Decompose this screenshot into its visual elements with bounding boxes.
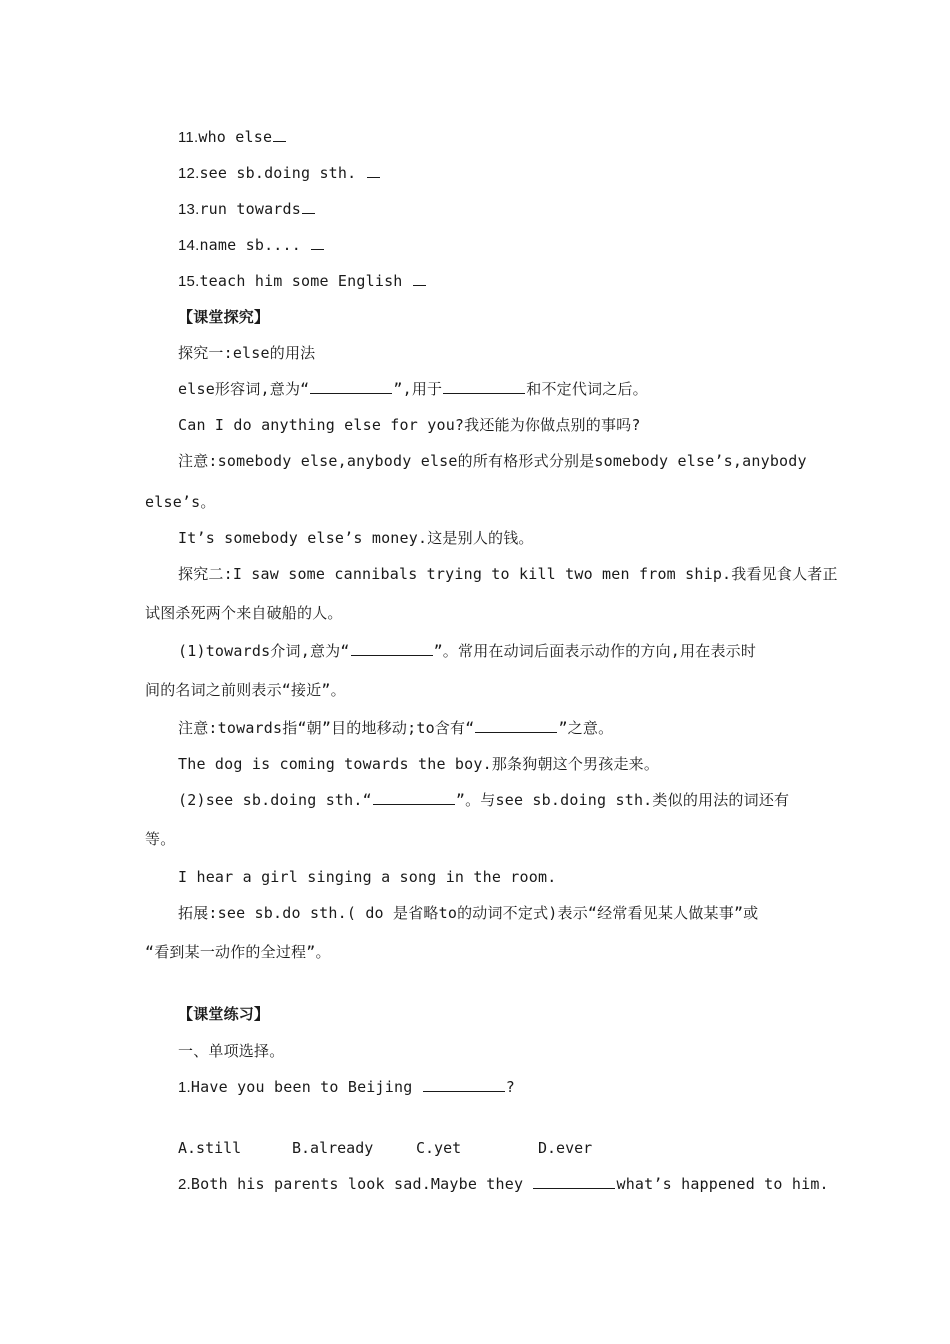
- answer-blank[interactable]: [373, 790, 455, 805]
- explore2-line2: 试图杀死两个来自破船的人。: [145, 604, 343, 622]
- option-d[interactable]: D.ever: [538, 1139, 593, 1157]
- answer-blank[interactable]: [311, 235, 324, 250]
- answer-blank[interactable]: [351, 641, 433, 656]
- answer-blank[interactable]: [475, 718, 557, 733]
- practice-part-title: 一、单项选择。: [178, 1042, 285, 1060]
- explore1-example2: It’s somebody else’s money.这是别人的钱。: [178, 529, 534, 547]
- vocab-item-12: 12.see sb.doing sth.: [178, 163, 381, 184]
- explore1-example: Can I do anything else for you?我还能为你做点别的事吗?: [178, 416, 641, 434]
- explore2-see-line2: 等。: [145, 830, 176, 848]
- section-heading-practice: 【课堂练习】: [178, 1005, 270, 1023]
- explore1-note-line2: else’s。: [145, 493, 216, 511]
- explore1-note-line1: 注意:somebody else,anybody else的所有格形式分别是somebody else’s,anybody: [178, 452, 807, 470]
- explore2-line1: 探究二:I saw some cannibals trying to kill two men from ship.我看见食人者正: [178, 565, 838, 583]
- answer-blank[interactable]: [310, 379, 392, 394]
- section-heading-explore: 【课堂探究】: [178, 308, 270, 326]
- vocab-item-14: 14.name sb....: [178, 235, 325, 256]
- vocab-item-11: 11.who else: [178, 127, 287, 148]
- explore2-towards: (1)towards介词,意为“ ”。常用在动词后面表示动作的方向,用在表示时: [178, 642, 757, 660]
- explore2-example: The dog is coming towards the boy.那条狗朝这个男孩走来。: [178, 755, 660, 773]
- answer-blank[interactable]: [533, 1174, 615, 1189]
- answer-blank[interactable]: [413, 271, 426, 286]
- answer-blank[interactable]: [443, 379, 525, 394]
- answer-blank[interactable]: [367, 163, 380, 178]
- question-2: 2.Both his parents look sad.Maybe they what’s happened to him.: [178, 1175, 829, 1193]
- vocab-item-13: 13.run towards: [178, 199, 316, 220]
- explore2-example2: I hear a girl singing a song in the room.: [178, 868, 557, 886]
- explore2-extend-line1: 拓展:see sb.do sth.( do 是省略to的动词不定式)表示“经常看见某人做某事”或: [178, 904, 759, 922]
- option-c[interactable]: C.yet: [416, 1139, 462, 1157]
- answer-blank[interactable]: [423, 1077, 505, 1092]
- explore2-see: (2)see sb.doing sth.“ ”。与see sb.doing sth.类似的用法的词还有: [178, 791, 790, 809]
- question-1: 1.Have you been to Beijing ?: [178, 1078, 515, 1096]
- explore1-title: 探究一:else的用法: [178, 344, 316, 362]
- option-b[interactable]: B.already: [292, 1139, 374, 1157]
- explore1-definition: else形容词,意为“ ”,用于 和不定代词之后。: [178, 380, 648, 398]
- explore2-note: 注意:towards指“朝”目的地移动;to含有“ ”之意。: [178, 719, 614, 737]
- explore2-extend-line2: “看到某一动作的全过程”。: [145, 943, 331, 961]
- answer-blank[interactable]: [302, 199, 315, 214]
- option-a[interactable]: A.still: [178, 1139, 242, 1157]
- vocab-item-15: 15.teach him some English: [178, 271, 427, 292]
- answer-blank[interactable]: [273, 127, 286, 142]
- explore2-towards-line2: 间的名词之前则表示“接近”。: [145, 681, 346, 699]
